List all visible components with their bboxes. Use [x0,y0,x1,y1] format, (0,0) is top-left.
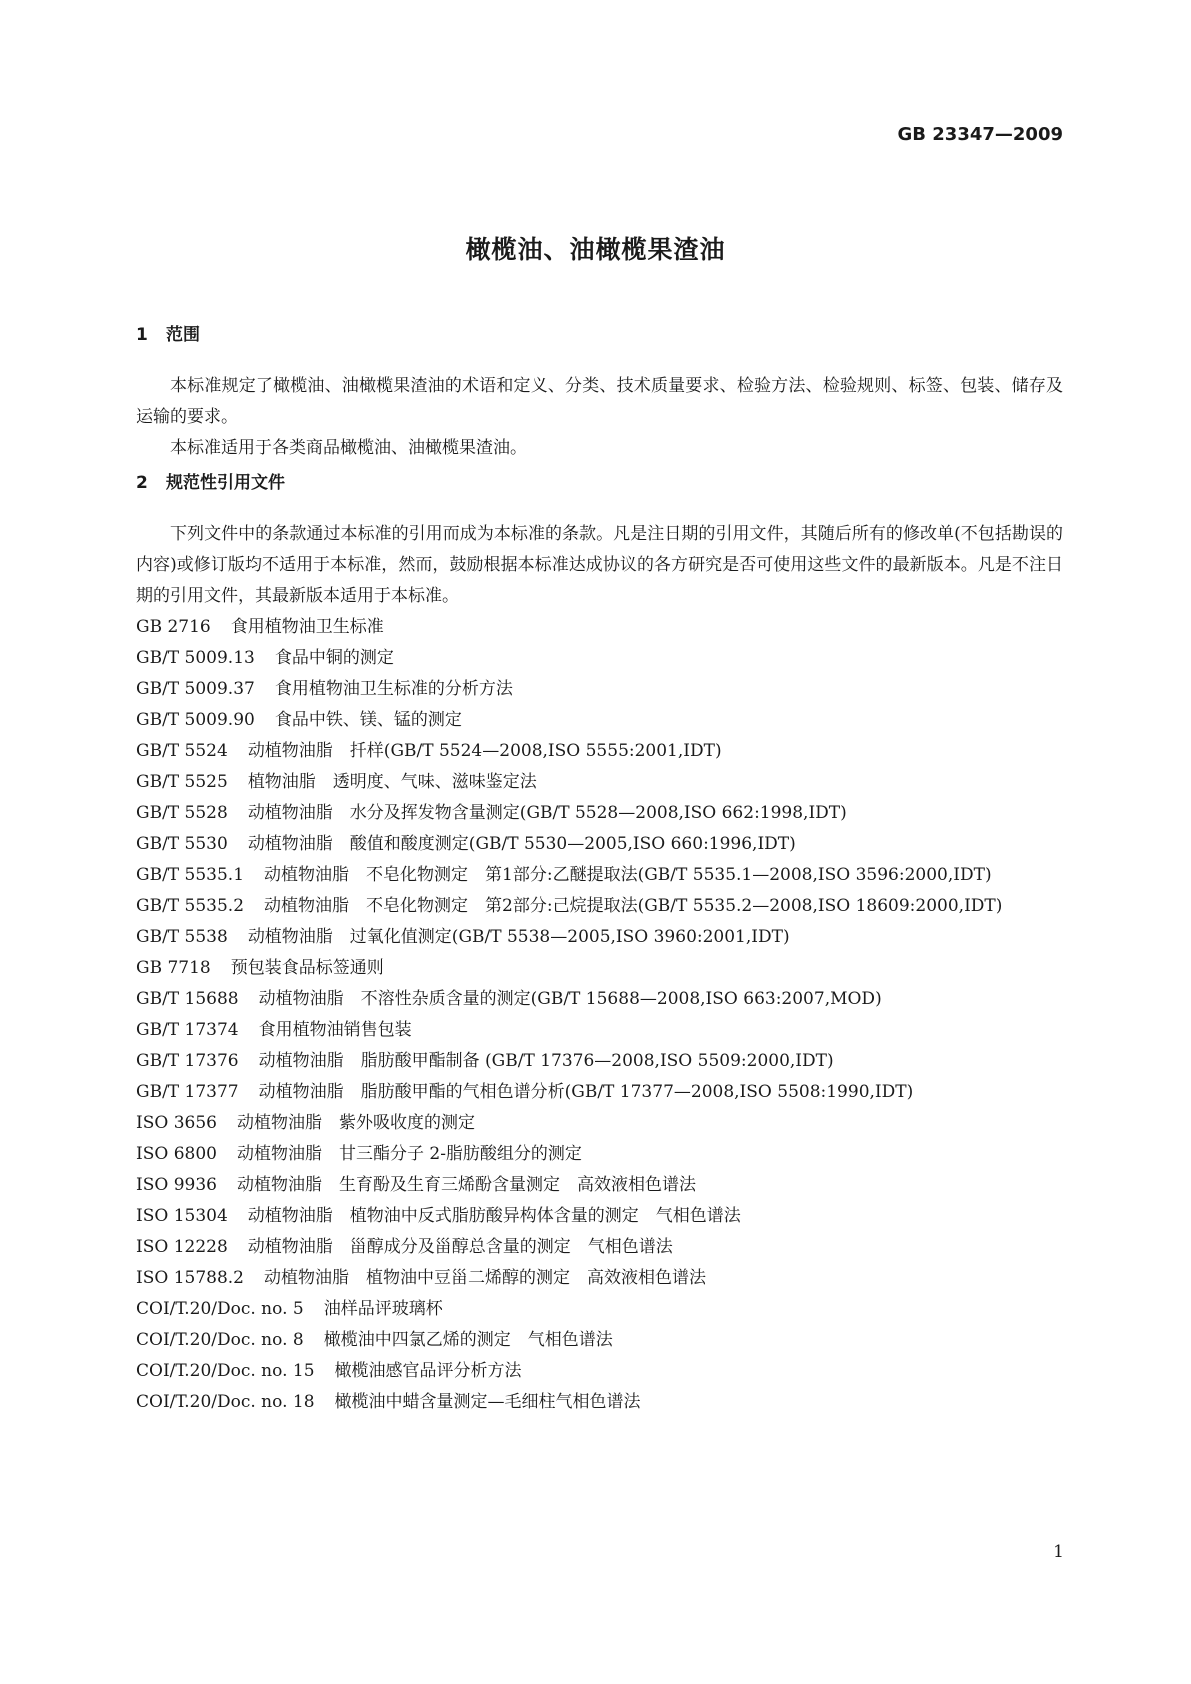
standard-code: GB 23347—2009 [897,124,1063,145]
reference-code: GB/T 15688 [136,989,239,1009]
reference-title: 动植物油脂 酸值和酸度测定(GB/T 5530—2005,ISO 660:1996,IDT) [247,834,796,854]
reference-title: 动植物油脂 过氧化值测定(GB/T 5538—2005,ISO 3960:2001,IDT) [247,927,790,947]
reference-code: GB/T 17374 [136,1020,239,1040]
reference-code: COI/T.20/Doc. no. 15 [136,1361,315,1381]
reference-item [136,1387,1063,1418]
reference-code: GB/T 5009.13 [136,648,255,668]
reference-item [136,767,1063,798]
section-1-title: 范围 [166,325,200,345]
reference-title: 动植物油脂 脂肪酸甲酯的气相色谱分析(GB/T 17377—2008,ISO 5508:1990,IDT) [258,1082,914,1102]
document-title: 橄榄油、油橄榄果渣油 [465,235,726,264]
reference-code: COI/T.20/Doc. no. 8 [136,1330,304,1350]
reference-code: ISO 6800 [136,1144,217,1164]
reference-title: 食用植物油卫生标准的分析方法 [274,679,513,699]
reference-code: GB/T 5538 [136,927,228,947]
reference-code: GB 2716 [136,617,211,637]
reference-item [136,1015,1063,1046]
reference-item [136,643,1063,674]
reference-item [136,1108,1063,1139]
reference-code: GB 7718 [136,958,211,978]
reference-item [136,1046,1063,1077]
reference-item [136,1263,1063,1294]
reference-title: 动植物油脂 不皂化物测定 第1部分:乙醚提取法(GB/T 5535.1—2008,ISO 3596:2000,IDT) [264,865,992,885]
document-body [136,320,1063,1418]
reference-item [136,984,1063,1015]
reference-title: 植物油脂 透明度、气味、滋味鉴定法 [247,772,537,792]
section-2-heading [136,468,1063,499]
reference-code: ISO 15788.2 [136,1268,245,1288]
reference-title: 食品中铁、镁、锰的测定 [274,710,462,730]
reference-item [136,612,1063,643]
reference-item [136,705,1063,736]
reference-title: 橄榄油感官品评分析方法 [334,1361,522,1381]
reference-title: 橄榄油中蜡含量测定—毛细柱气相色谱法 [334,1392,641,1412]
page-number: 1 [1053,1542,1064,1562]
reference-code: GB/T 5528 [136,803,228,823]
reference-code: ISO 15304 [136,1206,228,1226]
reference-item [136,1325,1063,1356]
reference-code: GB/T 17377 [136,1082,239,1102]
scope-paragraph-2: 本标准适用于各类商品橄榄油、油橄榄果渣油。 [170,438,527,458]
reference-title: 食用植物油销售包装 [258,1020,412,1040]
reference-title: 动植物油脂 扦样(GB/T 5524—2008,ISO 5555:2001,IDT) [247,741,722,761]
reference-title: 动植物油脂 水分及挥发物含量测定(GB/T 5528—2008,ISO 662:1998,IDT) [247,803,847,823]
reference-title: 橄榄油中四氯乙烯的测定 气相色谱法 [323,1330,613,1350]
reference-code: GB/T 5009.90 [136,710,255,730]
reference-title: 油样品评玻璃杯 [323,1299,443,1319]
reference-title: 食品中铜的测定 [274,648,394,668]
reference-item [136,1294,1063,1325]
reference-title: 动植物油脂 甘三酯分子 2-脂肪酸组分的测定 [236,1144,582,1164]
reference-code: GB/T 5009.37 [136,679,255,699]
section-2-number: 2 [136,473,148,493]
section-2-title: 规范性引用文件 [166,473,285,493]
reference-item [136,1077,1063,1108]
reference-item [136,736,1063,767]
section-1-heading [136,320,1063,351]
reference-code: GB/T 5530 [136,834,228,854]
reference-item [136,891,1063,922]
reference-title: 动植物油脂 不皂化物测定 第2部分:己烷提取法(GB/T 5535.2—2008,ISO 18609:2000,IDT) [264,896,1003,916]
reference-item [136,860,1063,891]
reference-item [136,1201,1063,1232]
references-intro-paragraph: 下列文件中的条款通过本标准的引用而成为本标准的条款。凡是注日期的引用文件，其随后所有的修改单(不包括勘误的内容)或修订版均不适用于本标准，然而，鼓励根据本标准达成协议的各方研究是否可使用这些文件的最新版本。凡是不注日期的引用文件，其最新版本适用于本标准。 [136,524,1063,606]
reference-code: COI/T.20/Doc. no. 5 [136,1299,304,1319]
reference-title: 动植物油脂 甾醇成分及甾醇总含量的测定 气相色谱法 [247,1237,673,1257]
reference-item [136,798,1063,829]
reference-title: 动植物油脂 紫外吸收度的测定 [236,1113,475,1133]
section-1-number: 1 [136,325,148,345]
reference-list [136,612,1063,1418]
reference-title: 动植物油脂 生育酚及生育三烯酚含量测定 高效液相色谱法 [236,1175,696,1195]
reference-title: 食用植物油卫生标准 [230,617,384,637]
reference-item [136,1139,1063,1170]
reference-item [136,1356,1063,1387]
reference-item [136,1170,1063,1201]
reference-code: GB/T 5535.2 [136,896,245,916]
reference-code: COI/T.20/Doc. no. 18 [136,1392,315,1412]
scope-paragraph-1: 本标准规定了橄榄油、油橄榄果渣油的术语和定义、分类、技术质量要求、检验方法、检验规则、标签、包装、储存及运输的要求。 [136,376,1063,427]
reference-title: 动植物油脂 不溶性杂质含量的测定(GB/T 15688—2008,ISO 663:2007,MOD) [258,989,882,1009]
reference-item [136,829,1063,860]
reference-title: 动植物油脂 植物油中豆甾二烯醇的测定 高效液相色谱法 [264,1268,707,1288]
reference-code: GB/T 5525 [136,772,228,792]
reference-item [136,674,1063,705]
reference-code: GB/T 5524 [136,741,228,761]
reference-code: ISO 9936 [136,1175,217,1195]
reference-title: 动植物油脂 植物油中反式脂肪酸异构体含量的测定 气相色谱法 [247,1206,741,1226]
reference-title: 动植物油脂 脂肪酸甲酯制备 (GB/T 17376—2008,ISO 5509:2000,IDT) [258,1051,834,1071]
reference-code: GB/T 5535.1 [136,865,245,885]
reference-code: ISO 3656 [136,1113,217,1133]
reference-item [136,922,1063,953]
reference-code: ISO 12228 [136,1237,228,1257]
reference-code: GB/T 17376 [136,1051,239,1071]
reference-item [136,1232,1063,1263]
reference-item [136,953,1063,984]
reference-title: 预包装食品标签通则 [230,958,384,978]
